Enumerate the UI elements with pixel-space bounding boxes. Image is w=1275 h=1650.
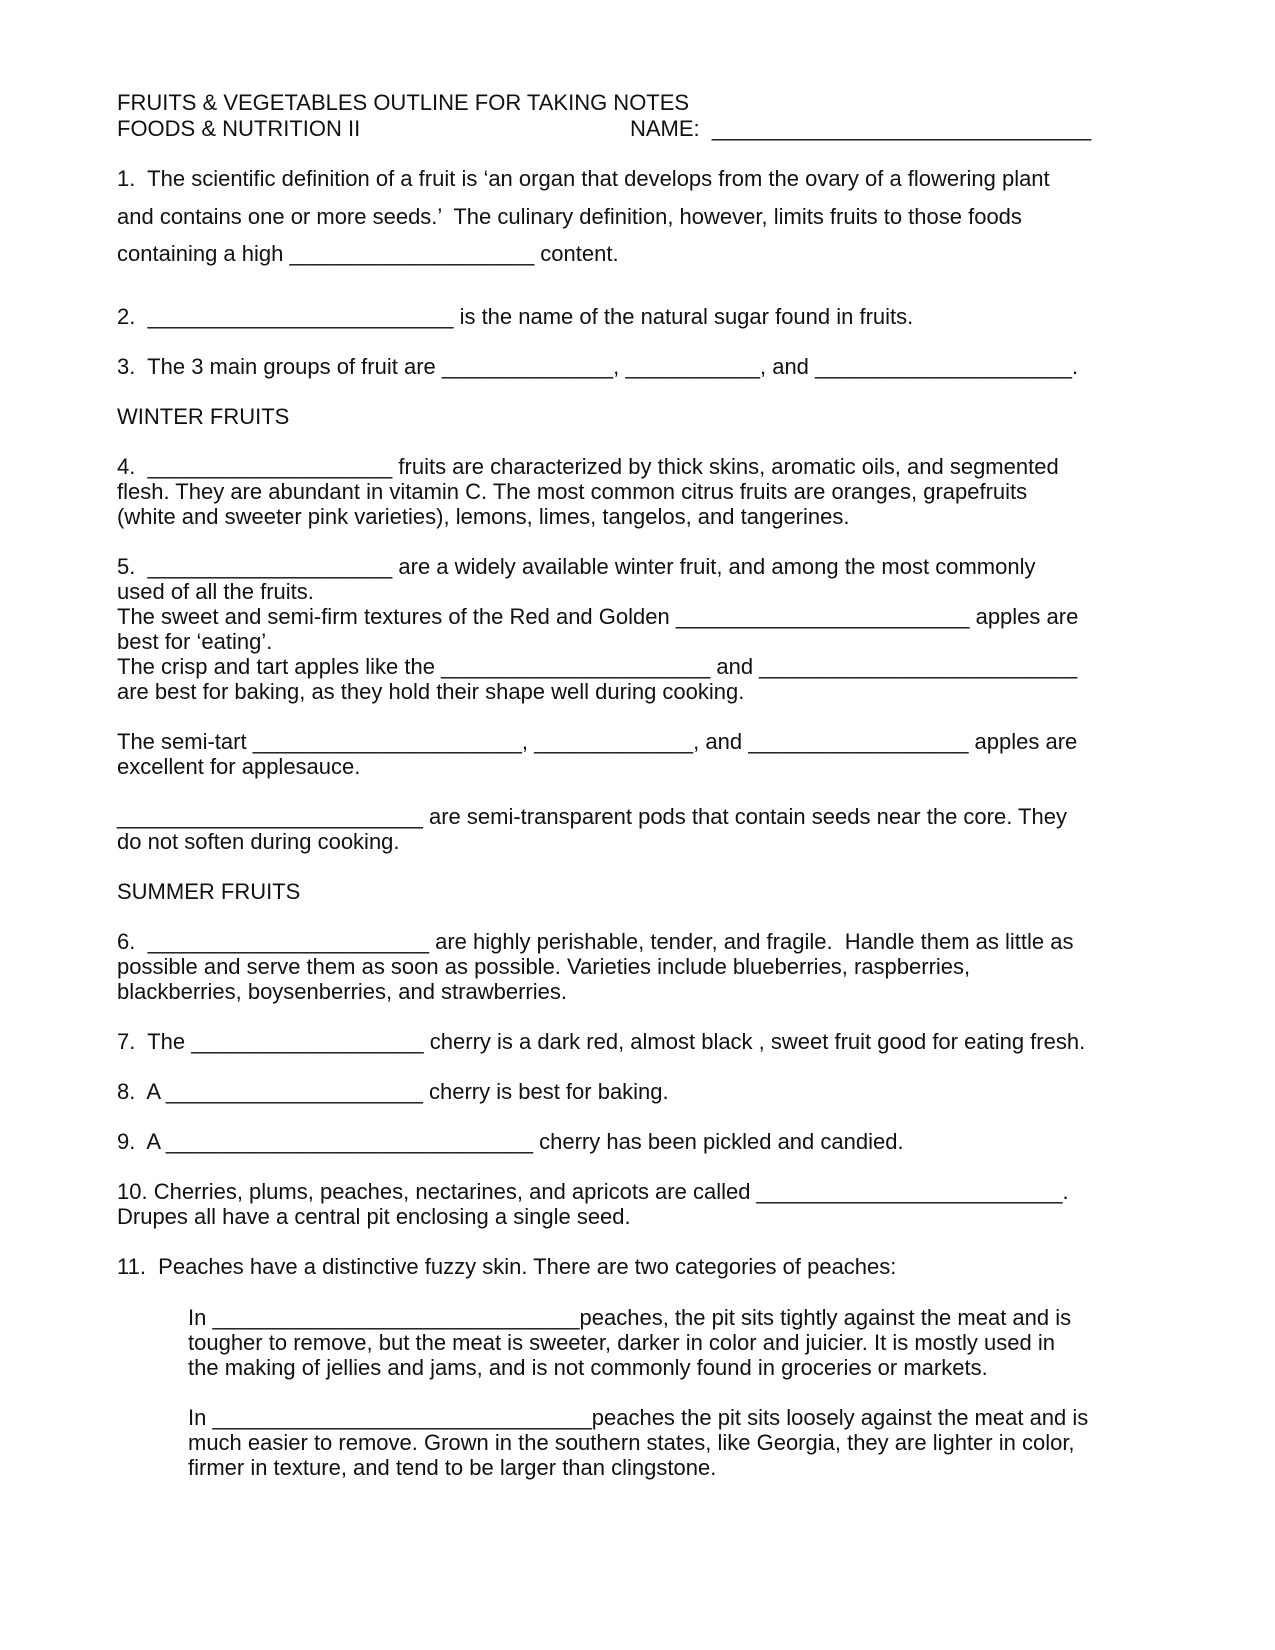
question-1-line-2: and contains one or more seeds.’ The culinary definition, however, limits fruits to those foods [117, 204, 1022, 229]
worksheet-title: FRUITS & VEGETABLES OUTLINE FOR TAKING NOTES [117, 90, 690, 115]
question-5-line-3: The sweet and semi-firm textures of the Red and Golden ________________________ apples are [117, 604, 1079, 629]
question-4-line-3: (white and sweeter pink varieties), lemons, limes, tangelos, and tangerines. [117, 504, 850, 529]
name-field[interactable]: NAME: _______________________________ [630, 116, 1092, 141]
question-8: 8. A _____________________ cherry is best for baking. [117, 1079, 669, 1104]
question-5-line-9: _________________________ are semi-transparent pods that contain seeds near the core. They [117, 804, 1067, 829]
question-5-line-6: are best for baking, as they hold their shape well during cooking. [117, 679, 745, 704]
question-10-line-2: Drupes all have a central pit enclosing a single seed. [117, 1204, 631, 1229]
question-5-line-7: The semi-tart ______________________, _____________, and __________________ apples are [117, 729, 1078, 754]
question-4-line-2: flesh. They are abundant in vitamin C. The most common citrus fruits are oranges, grapefruits [117, 479, 1028, 504]
question-9: 9. A ______________________________ cherry has been pickled and candied. [117, 1129, 904, 1154]
question-7: 7. The ___________________ cherry is a dark red, almost black , sweet fruit good for eating fresh. [117, 1029, 1086, 1054]
section-heading-summer-fruits: SUMMER FRUITS [117, 879, 301, 904]
course-name: FOODS & NUTRITION II [117, 116, 361, 141]
question-5-line-8: excellent for applesauce. [117, 754, 361, 779]
section-heading-winter-fruits: WINTER FRUITS [117, 404, 290, 429]
question-5-line-5: The crisp and tart apples like the ______________________ and __________________________ [117, 654, 1078, 679]
question-5-line-1: 5. ____________________ are a widely available winter fruit, and among the most commonly [117, 554, 1036, 579]
clingstone-line-3: the making of jellies and jams, and is not commonly found in groceries or markets. [188, 1355, 988, 1380]
question-1-line-3: containing a high ____________________ content. [117, 241, 619, 266]
question-10-line-1: 10. Cherries, plums, peaches, nectarines, and apricots are called _________________________. [117, 1179, 1069, 1204]
question-5-line-4: best for ‘eating’. [117, 629, 273, 654]
question-5-line-2: used of all the fruits. [117, 579, 314, 604]
question-4-line-1: 4. ____________________ fruits are characterized by thick skins, aromatic oils, and segmented [117, 454, 1059, 479]
question-1-line-1: 1. The scientific definition of a fruit is ‘an organ that develops from the ovary of a flowering plant [117, 166, 1050, 191]
clingstone-line-1: In ______________________________peaches, the pit sits tightly against the meat and is [188, 1305, 1072, 1330]
freestone-line-1: In _______________________________peaches the pit sits loosely against the meat and is [188, 1405, 1089, 1430]
clingstone-line-2: tougher to remove, but the meat is sweeter, darker in color and juicier. It is mostly used in [188, 1330, 1055, 1355]
question-2: 2. _________________________ is the name of the natural sugar found in fruits. [117, 304, 914, 329]
question-6-line-1: 6. _______________________ are highly perishable, tender, and fragile. Handle them as little as [117, 929, 1074, 954]
freestone-line-3: firmer in texture, and tend to be larger than clingstone. [188, 1455, 717, 1480]
question-6-line-2: possible and serve them as soon as possible. Varieties include blueberries, raspberries, [117, 954, 971, 979]
question-3: 3. The 3 main groups of fruit are ______________, ___________, and _____________________. [117, 354, 1079, 379]
question-5-line-10: do not soften during cooking. [117, 829, 400, 854]
question-6-line-3: blackberries, boysenberries, and strawberries. [117, 979, 567, 1004]
freestone-line-2: much easier to remove. Grown in the southern states, like Georgia, they are lighter in color, [188, 1430, 1075, 1455]
question-11-intro: 11. Peaches have a distinctive fuzzy skin. There are two categories of peaches: [117, 1254, 897, 1279]
